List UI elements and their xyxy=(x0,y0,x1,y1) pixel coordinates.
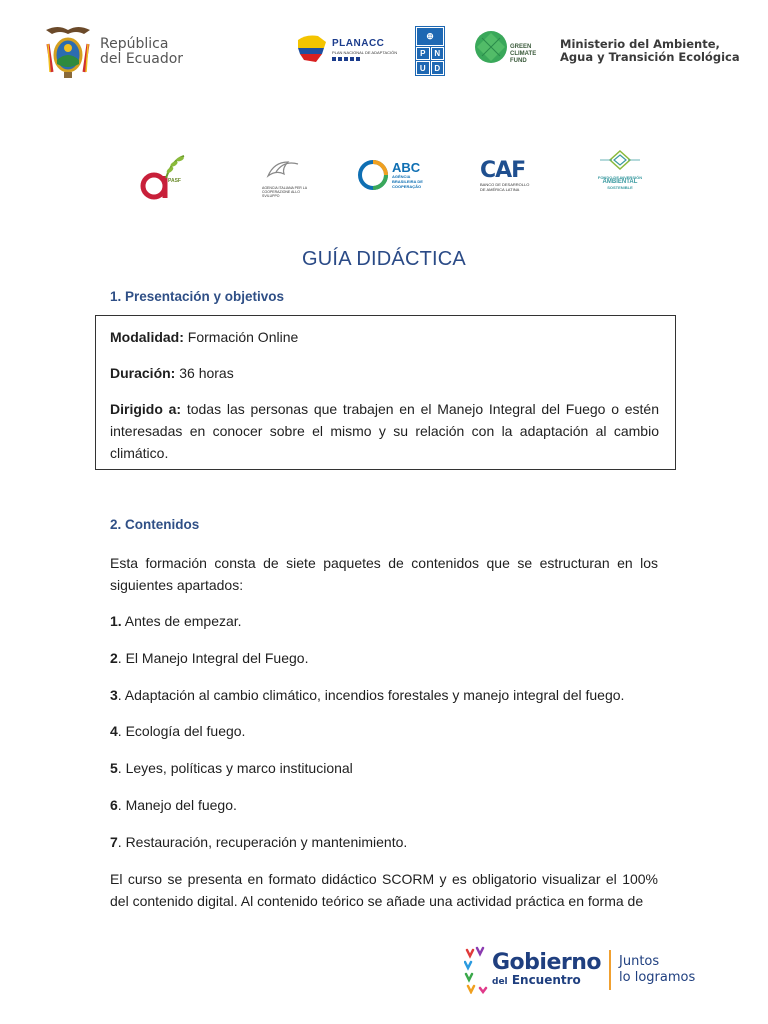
abc-sub-3: COOPERAÇÃO xyxy=(392,183,422,189)
duracion-label: Duración: xyxy=(110,365,176,381)
ministerio-logo xyxy=(560,38,740,64)
header-logos xyxy=(0,18,768,98)
pnud-letter-p: P xyxy=(416,47,430,61)
pasf-leaf-icon xyxy=(140,154,200,200)
ecuador-coat-of-arms-icon xyxy=(38,22,98,82)
encuentro-word: Encuentro xyxy=(511,972,581,987)
abc-circle-icon xyxy=(356,158,390,192)
ecuador-map-icon xyxy=(294,32,330,66)
gobierno-word: Gobierno xyxy=(492,949,602,975)
item-number: 4 xyxy=(110,723,118,739)
modalidad-value: Formación Online xyxy=(183,329,299,345)
partner-logos xyxy=(0,148,768,208)
item-number: 1. xyxy=(110,613,122,629)
slogan-line-1: Juntos xyxy=(619,954,660,969)
planacc-name: PLANACC xyxy=(332,37,385,49)
document-title: GUÍA DIDÁCTICA xyxy=(302,248,466,270)
planacc-subtitle: PLAN NACIONAL DE ADAPTACIÓN xyxy=(332,49,398,55)
list-item xyxy=(110,684,624,706)
caf-sub-2: DE AMÉRICA LATINA xyxy=(480,187,520,192)
list-item xyxy=(110,647,308,669)
contents-intro: Esta formación consta de siete paquetes de contenidos que se estructuran en los siguientes apartados: xyxy=(110,555,658,593)
green-climate-fund-logo xyxy=(474,28,536,65)
modalidad-row xyxy=(110,326,659,348)
item-number: 5 xyxy=(110,760,118,776)
item-text: . Leyes, políticas y marco institucional xyxy=(117,760,353,776)
list-item xyxy=(110,720,245,742)
item-number: 3 xyxy=(110,687,118,703)
dove-icon xyxy=(262,158,302,180)
course-info-box xyxy=(95,315,676,470)
list-item xyxy=(110,794,237,816)
del-word: del xyxy=(492,976,508,987)
un-emblem-icon: ⊕ xyxy=(416,27,444,46)
pnud-letter-d: D xyxy=(431,61,445,75)
aecid-name: AGENCIA ITALIANA PER LA COOPERAZIONE ALLO SVILUPPO xyxy=(262,186,307,198)
modalidad-label: Modalidad: xyxy=(110,329,184,345)
caf-logo xyxy=(480,160,529,192)
colorful-ticks-icon xyxy=(464,946,490,994)
section-1-heading: 1. Presentación y objetivos xyxy=(110,289,285,304)
list-item xyxy=(110,831,407,853)
caf-name: CAF xyxy=(480,158,526,183)
ministerio-line-1: Ministerio del Ambiente, xyxy=(560,37,720,51)
abc-logo xyxy=(356,158,423,192)
republica-line-1: República xyxy=(100,36,169,52)
item-number: 2 xyxy=(110,650,118,666)
abc-name: ABC xyxy=(392,159,421,175)
list-item xyxy=(110,610,242,632)
section-2-heading: 2. Contenidos xyxy=(110,517,200,532)
caf-sub-1: BANCO DE DESARROLLO xyxy=(480,182,530,187)
republica-line-2: del Ecuador xyxy=(100,51,184,67)
abc-sub-1: AGÊNCIA xyxy=(392,173,411,179)
gobierno-encuentro-logo xyxy=(464,946,695,994)
dirigido-label: Dirigido a: xyxy=(110,401,182,417)
aecid-logo xyxy=(262,158,307,198)
pnud-letter-n: N xyxy=(431,47,445,61)
dirigido-row xyxy=(110,398,659,464)
gcf-line-2: CLIMATE xyxy=(510,51,537,57)
fias-diamond-icon xyxy=(600,150,640,170)
item-number: 6 xyxy=(110,797,118,813)
planacc-logo xyxy=(294,32,397,66)
duracion-row xyxy=(110,362,659,384)
slogan-line-2: lo logramos xyxy=(619,970,696,985)
item-text: . Restauración, recuperación y mantenimiento. xyxy=(117,834,408,850)
footer-divider xyxy=(609,950,611,990)
closing-paragraph: El curso se presenta en formato didáctico SCORM y es obligatorio visualizar el 100% del contenido digital. Al contenido teórico se añade una actividad práctica en forma de xyxy=(110,871,658,909)
fias-line-2: AMBIENTAL xyxy=(602,179,638,185)
abc-sub-2: BRASILEIRA DE xyxy=(392,178,423,184)
pasf-logo xyxy=(140,154,200,205)
item-number: 7 xyxy=(110,834,118,850)
dirigido-value: todas las personas que trabajen en el Manejo Integral del Fuego o estén interesadas en conocer sobre el mismo y su relación con la adaptación al cambio climático. xyxy=(110,401,660,461)
item-text: . Adaptación al cambio climático, incendios forestales y manejo integral del fuego. xyxy=(117,687,625,703)
pnud-letter-u: U xyxy=(416,61,430,75)
gcf-line-1: GREEN xyxy=(510,44,532,50)
fias-logo xyxy=(590,150,650,190)
ministerio-line-2: Agua y Transición Ecológica xyxy=(560,50,740,64)
duracion-value: 36 horas xyxy=(175,365,234,381)
gcf-line-3: FUND xyxy=(510,58,527,64)
item-text: . Manejo del fuego. xyxy=(117,797,237,813)
item-text: Antes de empezar. xyxy=(121,613,242,629)
pnud-logo xyxy=(415,26,445,76)
fias-line-3: SOSTENIBLE xyxy=(607,185,633,190)
fias-line-1: FONDO DE INVERSIÓN xyxy=(597,175,643,180)
republica-ecuador-logo xyxy=(38,22,183,82)
item-text: . El Manejo Integral del Fuego. xyxy=(117,650,309,666)
pasf-name: PASF xyxy=(168,178,181,184)
item-text: . Ecología del fuego. xyxy=(117,723,246,739)
list-item xyxy=(110,757,353,779)
green-globe-icon xyxy=(474,30,508,64)
